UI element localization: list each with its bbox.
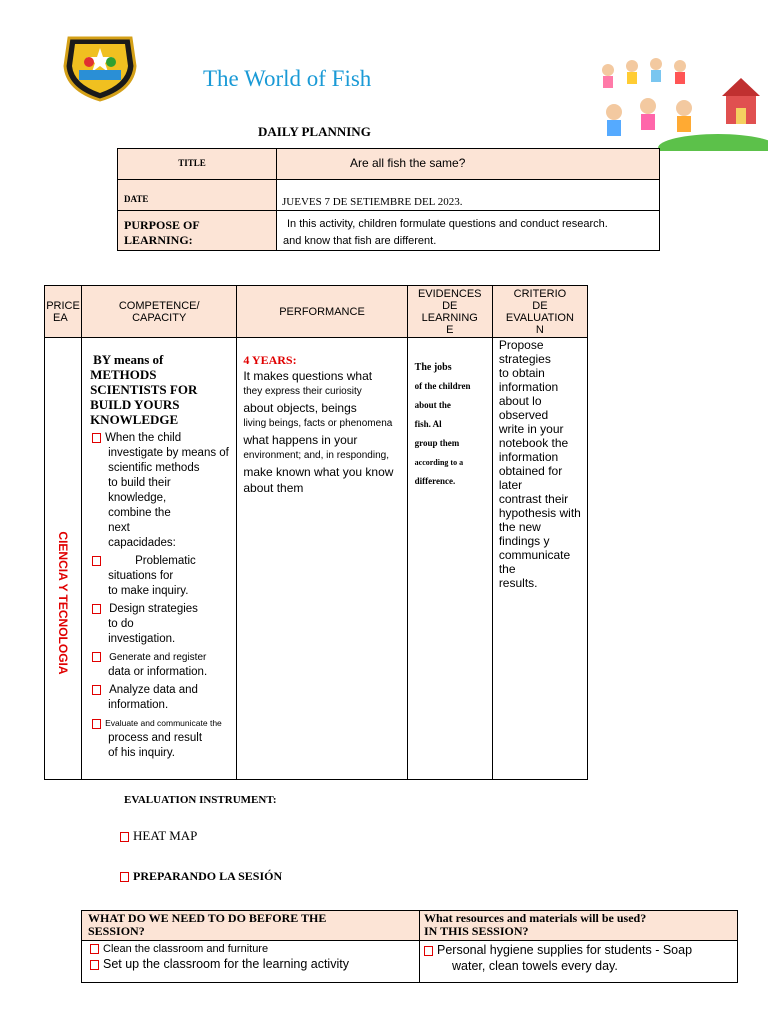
criteria-cell: Propose strategies to obtain information about lo observed write in your notebook the information obtained for later contrast their hypothesis with the new findings y communicate the results.	[492, 338, 587, 780]
checkbox-bullet-icon	[120, 872, 129, 882]
title-label-cell: TITLE	[118, 149, 277, 180]
header-competence: COMPETENCE/ CAPACITY	[82, 286, 237, 338]
competence-cell	[82, 338, 237, 780]
area-name: CIENCIA Y TECNOLOGIA	[56, 531, 70, 675]
session-title: Are all fish the same?	[350, 156, 466, 170]
evaluation-item-heat-map: HEAT MAP	[120, 828, 197, 844]
checkbox-bullet-icon	[92, 652, 101, 662]
header-performance: PERFORMANCE	[237, 286, 407, 338]
title-value-cell	[277, 149, 660, 180]
checkbox-bullet-icon	[120, 832, 129, 842]
children-illustration	[598, 56, 768, 151]
purpose-value-cell	[277, 211, 660, 251]
daily-planning-heading: DAILY PLANNING	[258, 124, 371, 139]
info-table	[117, 148, 660, 251]
header-evidences: EVIDENCES DE LEARNING E	[407, 286, 492, 338]
school-logo	[61, 32, 139, 102]
checkbox-bullet-icon	[92, 556, 101, 566]
date-label-cell: DATE	[118, 180, 277, 211]
checkbox-bullet-icon	[424, 946, 433, 956]
plan-table	[44, 285, 588, 780]
resources-list: Personal hygiene supplies for students - Soap water, clean towels every day.	[420, 941, 738, 983]
checkbox-bullet-icon	[92, 604, 101, 614]
session-table	[81, 910, 738, 983]
header-area: PRICE EA	[45, 286, 82, 338]
checkbox-bullet-icon	[92, 685, 101, 695]
evidence-cell: The jobs of the children about the fish. Al group them according to a difference.	[407, 338, 492, 780]
area-cell	[45, 338, 82, 780]
before-session-header: WHAT DO WE NEED TO DO BEFORE THE SESSION?	[82, 911, 420, 941]
evaluation-instrument-label: EVALUATION INSTRUMENT:	[124, 794, 277, 806]
resources-header: What resources and materials will be used? IN THIS SESSION?	[420, 911, 738, 941]
header-criteria: CRITERIO DE EVALUATION N	[492, 286, 587, 338]
document-title: The World of Fish	[203, 66, 372, 91]
competence-heading: BY means of METHODS SCIENTISTS FOR BUILD YOURS KNOWLEDGE	[90, 352, 198, 427]
performance-cell: 4 YEARS: It makes questions what they express their curiosity about objects, beings living beings, facts or phenomena what happens in your environment; and, in responding, make known what you know about them	[237, 338, 407, 780]
session-date: JUEVES 7 DE SETIEMBRE DEL 2023.	[282, 196, 463, 208]
competence-body: When the child investigate by means of scientific methods to build their knowledge, combine the next capacidades: Problematic situations for to make inquiry. Design strategies to do investigation. Generate and register data or information. Analyze data and information. Evaluate and communicate the process and result of his inquiry.	[82, 427, 236, 761]
evaluation-item-preparing: PREPARANDO LA SESIÓN	[120, 869, 282, 884]
before-session-list: Clean the classroom and furniture Set up the classroom for the learning activity	[82, 941, 420, 983]
date-value-cell	[277, 180, 660, 211]
checkbox-bullet-icon	[90, 944, 99, 954]
checkbox-bullet-icon	[92, 433, 101, 443]
age-label: 4 YEARS:	[243, 353, 297, 367]
purpose-label-cell: PURPOSE OF LEARNING:	[118, 211, 277, 251]
purpose-text: In this activity, children formulate questions and conduct research. and know that fish are different.	[283, 218, 608, 247]
checkbox-bullet-icon	[90, 960, 99, 970]
checkbox-bullet-icon	[92, 719, 101, 729]
